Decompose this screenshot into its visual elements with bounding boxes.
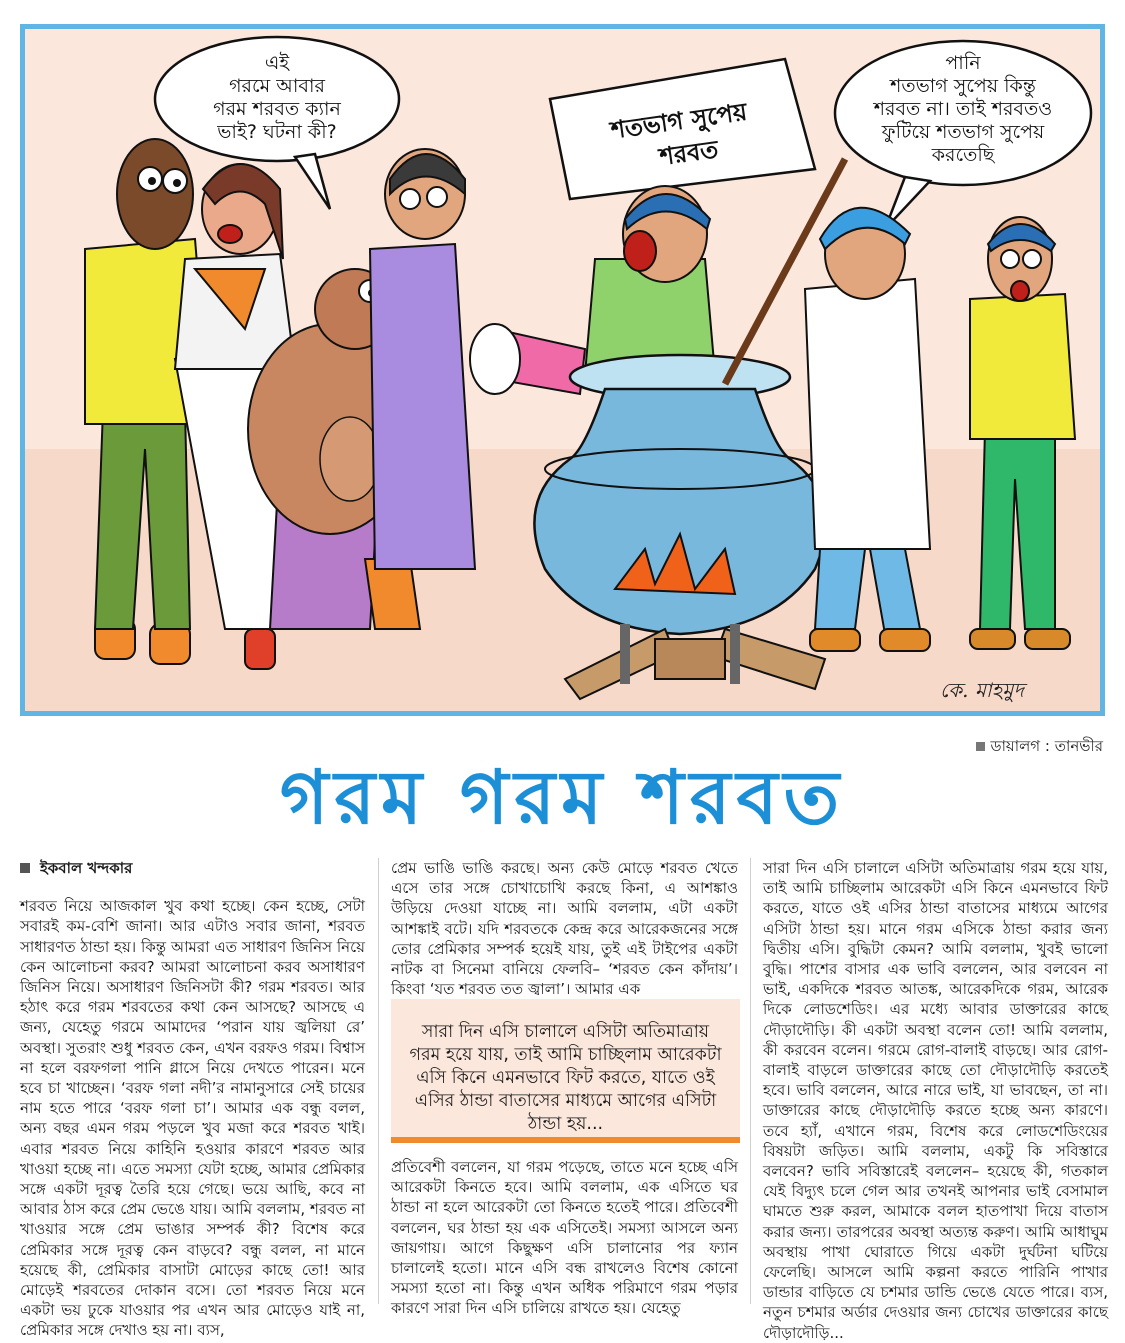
column-3-text: সারা দিন এসি চালালে এসিটা অতিমাত্রায় গরম হয়ে যায়, তাই আমি চাচ্ছিলাম আরেকটা এসি কিনে এমনভাবে ফিট করতে, যাতে ওই এসির ঠান্ডা বাতাসের মাধ্যমে আগের এসিটা ঠান্ডা হয়। মানে গরম এসিকে ঠান্ডা করার জন্য দ্বিতীয় এসি। বুদ্ধিটা কেমন? আমি বললাম, খুবই ভালো বুদ্ধি। পাশের বাসার এক ভাবি বললেন, আর বলবেন না ভাই, একদিকে শরবত আতঙ্ক, আরেকদিকে গরম, আরেক দিকে লোডশেডিং। এর মধ্যে আবার ডাক্তারের কাছে দৌড়াদৌড়ি। কী একটা অবস্থা বলেন তো! আমি বললাম, কী করবেন বলেন। গরমে রোগ-বালাই বাড়ছে। আর রোগ-বালাই বাড়লে ডাক্তারের কাছে তো দৌড়াদৌড়ি করতেই হবে। ভাবি বললেন, আরে নারে ভাই, যা ভাবছেন, তা না। ডাক্তারের কাছে দৌড়াদৌড়ি করতে হচ্ছে অন্য কারণে। তবে হ্যাঁ, এখানে গরম, বিশেষ করে লোডশেডিংয়ের বিষয়টা জড়িত। আমি বললাম, একটু কি সবিস্তারে বলবেন? ভাবি সবিস্তারেই বললেন– হয়েছে কী, গতকাল যেই বিদ্যুৎ চলে গেল আর তখনই আপনার ভাই বেসামাল ঘামতে শুরু করল, আমাকে বলল হাতপাখা দিয়ে বাতাস করার জন্য। তারপরের অবস্থা অত্যন্ত করুণ। আমি আধাঘুম অবস্থায় পাখা ঘোরাতে গিয়ে একটা দুর্ঘটনা ঘটিয়ে ফেলেছি। আসলে আমি কল্পনা করতে পারিনি পাখার ডান্ডার বাড়িতে যে চশমার ডান্ডি ভেঙে যেতে পারে। ব্যস, নতুন চশমার অর্ডার দেওয়ার জন্য চোখের ডাক্তারের কাছে দৌড়াদৌড়ি... — [763, 859, 1108, 1342]
bubble-right-line-5: করতেছি — [931, 144, 995, 166]
artist-signature: কে. মাহমুদ — [940, 678, 1024, 702]
bubble-right-line-4: ফুটিয়ে শতভাগ সুপেয় — [881, 121, 1045, 143]
pull-quote — [391, 999, 740, 1143]
byline — [20, 858, 365, 878]
bubble-right-line-1: পানি — [945, 52, 981, 74]
protest-sign — [550, 59, 815, 199]
bubble-left-line-4: ভাই? ঘটনা কী? — [217, 121, 337, 143]
column-divider — [750, 858, 751, 1304]
article-column-2 — [391, 858, 738, 999]
article-column-1 — [20, 858, 365, 1341]
sign-line-2: শরবত — [657, 135, 720, 172]
article-column-2-continued — [391, 1157, 738, 1319]
bubble-left-line-2: গরমে আবার — [229, 75, 325, 97]
dialogue-credit-text: ডায়ালগ : তানভীর — [990, 737, 1103, 755]
column-2-text-bottom: প্রতিবেশী বললেন, যা গরম পড়েছে, তাতে মনে হচ্ছে এসি আরেকটা কিনতে হবে। আমি বললাম, এক এসিতে ঘর ঠান্ডা না হলে আরেকটা তো কিনতে হতেই পারে। প্রতিবেশী বললেন, ঘর ঠান্ডা হয় এক এসিতেই। সমস্যা আসলে অন্য জায়গায়। আগে কিছুক্ষণ এসি চালানোর পর ফ্যান চালালেই হতো। মানে এসি বন্ধ রাখলেও বিশেষ কোনো সমস্যা হতো না। কিন্তু এখন অধিক পরিমাণে গরম পড়ার কারণে সারা দিন এসি চালিয়ে রাখতে হয়। যেহেতু — [391, 1158, 738, 1318]
article-column-3 — [763, 858, 1108, 1343]
bubble-left-line-3: গরম শরবত ক্যান — [213, 98, 341, 120]
column-divider — [378, 858, 379, 1304]
sign-line-1: শতভাগ সুপেয় — [609, 97, 749, 145]
bubble-left-line-1: এই — [264, 52, 290, 74]
bubble-right-line-3: শরবত না। তাই শরবতও — [873, 98, 1053, 120]
cartoon-illustration — [25, 29, 1100, 711]
speech-bubble-right — [835, 41, 1091, 229]
author-name: ইকবাল খন্দকার — [40, 859, 133, 877]
column-1-text: শরবত নিয়ে আজকাল খুব কথা হচ্ছে। কেন হচ্ছে, সেটা সবারই কম-বেশি জানা। আর এটাও সবার জানা, শরবত সাধারণত ঠান্ডা হয়। কিন্তু আমরা এত সাধারণ জিনিস নিয়ে কেন আলোচনা করব? আমরা আলোচনা করব অসাধারণ জিনিস নিয়ে। অসাধারণ জিনিসটা কী? গরম শরবত। আর হঠাৎ করে গরম শরবতের কথা কেন আসছে? আসছে এ জন্য, যেহেতু গরমে আমাদের ‘পরান যায় জ্বলিয়া রে’ অবস্থা। সুতরাং শুধু শরবত কেন, এখন বরফও গরম। বিশ্বাস না হলে বরফগলা পানি গ্লাসে নিয়ে দেখতে পারেন। মনে হবে চা খাচ্ছেন। ‘বরফ গলা নদী’র নামানুসারে সেই চায়ের নাম হতে পারে ‘বরফ গলা চা’। আমার এক বন্ধু বলল, অন্য বছর এমন গরম পড়লে খুব মজা করে শরবত খাই। এবার শরবত নিয়ে কাহিনি হওয়ার কারণে শরবত আর খাওয়া হচ্ছে না। এতে সমস্যা যেটা হচ্ছে, আমার প্রেমিকার সঙ্গে একটা দূরত্ব তৈরি হয়ে গেছে। ভয়ে আছি, কবে না আবার ঠাস করে প্রেম ভেঙে যায়। আমি বললাম, শরবত না খাওয়ার সঙ্গে প্রেম ভাঙার সম্পর্ক কী? বিশেষ করে প্রেমিকার সঙ্গে দূরত্ব কেন বাড়বে? বন্ধু বলল, না মানে হয়েছে কী, প্রেমিকার বাসাটা মোড়ের কাছে তো! আর মোড়েই শরবতের দোকান বসে। তো শরবত নিয়ে মনে একটা ভয় ঢুকে যাওয়ার পর এখন আর মোড়েও যাই না, প্রেমিকার সঙ্গে দেখাও হয় না। ব্যস, — [20, 897, 365, 1340]
man-purple-shirt — [365, 149, 475, 629]
column-2-text-top: প্রেম ভাঙি ভাঙি করছে। অন্য কেউ মোড়ে শরবত খেতে এসে তার সঙ্গে চোখাচোখি করছে কিনা, এ আশঙ্কাও উড়িয়ে দেওয়া যাচ্ছে না। আমি বললাম, এটা একটা আশঙ্কাই বটে। যদি শরবতকে কেন্দ্র করে আরেকজনের সঙ্গে তোর প্রেমিকার সম্পর্ক হয়েই যায়, তুই এই টাইপের একটা নাটক বা সিনেমা বানিয়ে ফেলবি– ‘শরবত কেন কাঁদায়’। কিংবা ‘যত শরবত তত জ্বালা’। আমার এক — [391, 859, 738, 999]
headline: গরম গরম শরবত — [279, 755, 846, 841]
cartoon-panel — [20, 24, 1105, 716]
square-bullet-icon — [976, 742, 985, 751]
square-bullet-icon — [20, 863, 30, 873]
pull-quote-text: সারা দিন এসি চালালে এসিটা অতিমাত্রায় গরম হয়ে যায়, তাই আমি চাচ্ছিলাম আরেকটা এসি কিনে এমনভাবে ফিট করতে, যাতে ওই এসির ঠান্ডা বাতাসের মাধ্যমে আগের এসিটা ঠান্ডা হয়... — [409, 1022, 722, 1134]
bubble-right-line-2: শতভাগ সুপেয় কিন্তু — [890, 75, 1036, 97]
